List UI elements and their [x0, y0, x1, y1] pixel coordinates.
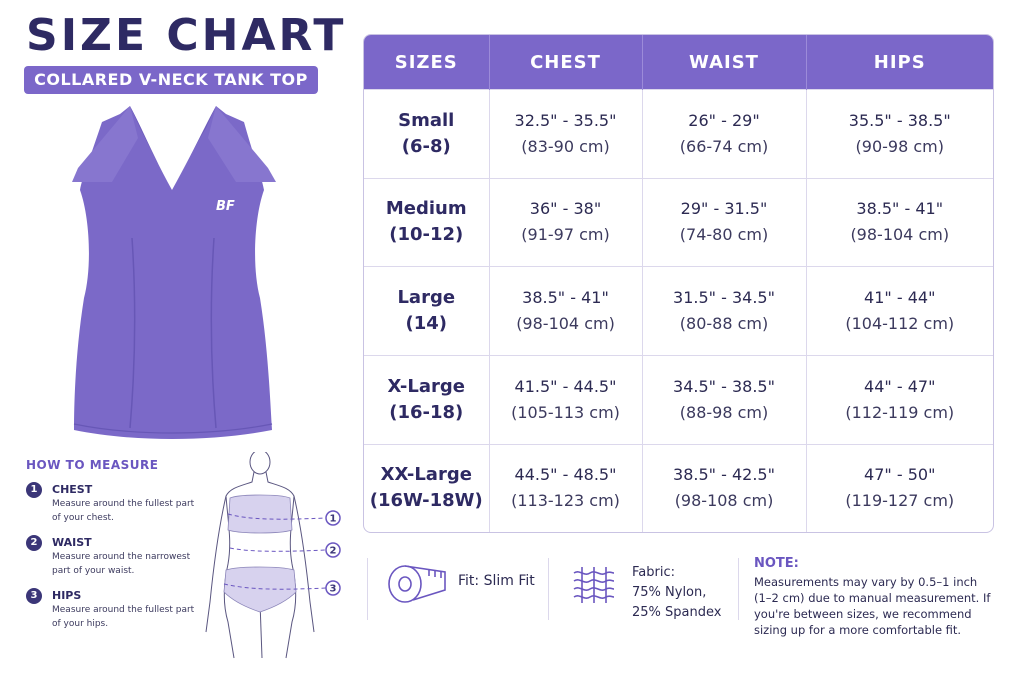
table-header-row: [364, 35, 993, 90]
fabric-label: Fabric:: [632, 565, 675, 580]
header-hips: HIPS: [806, 35, 993, 90]
note-text: Measurements may vary by 0.5–1 inch (1–2 cm) due to manual measurement. If you're between sizes, we recommend sizing up for a more comfortable fit.: [754, 575, 991, 637]
size-cell: Medium (10-12): [364, 178, 489, 267]
waist-cell: 38.5" - 42.5" (98-108 cm): [642, 444, 806, 532]
table-row: [364, 355, 993, 444]
step-number: 2: [26, 535, 42, 551]
figure-marker-3: 3: [329, 583, 337, 595]
divider: [367, 558, 368, 620]
step-name: CHEST: [52, 483, 93, 496]
waist-cell: 29" - 31.5" (74-80 cm): [642, 178, 806, 267]
chest-cell: 38.5" - 41" (98-104 cm): [489, 267, 642, 356]
body-measurement-figure: [200, 452, 350, 660]
table-row: [364, 444, 993, 532]
fabric-nylon: 75% Nylon,: [632, 585, 707, 600]
size-table: [363, 34, 994, 533]
chest-cell: 32.5" - 35.5" (83-90 cm): [489, 90, 642, 179]
step-name: WAIST: [52, 536, 92, 549]
fabric-spandex: 25% Spandex: [632, 605, 722, 620]
step-number: 1: [26, 482, 42, 498]
tank-top-illustration: [72, 98, 276, 442]
size-cell: XX-Large (16W-18W): [364, 444, 489, 532]
waist-cell: 26" - 29" (66-74 cm): [642, 90, 806, 179]
fabric-info: [632, 563, 742, 623]
step-desc: Measure around the narrowest part of your waist.: [52, 552, 191, 576]
step-desc: Measure around the fullest part of your chest.: [52, 499, 195, 523]
hips-cell: 38.5" - 41" (98-104 cm): [806, 178, 993, 267]
measure-step-hips: [26, 588, 226, 631]
step-number: 3: [26, 588, 42, 604]
hips-cell: 44" - 47" (112-119 cm): [806, 355, 993, 444]
header-chest: CHEST: [489, 35, 642, 90]
note-title: NOTE:: [754, 556, 799, 571]
header-sizes: SIZES: [364, 35, 489, 90]
product-subtitle: COLLARED V-NECK TANK TOP: [24, 66, 318, 94]
figure-marker-1: 1: [329, 513, 337, 525]
table-row: [364, 178, 993, 267]
measure-step-chest: [26, 482, 226, 525]
step-name: HIPS: [52, 589, 82, 602]
divider: [548, 558, 549, 620]
figure-marker-2: 2: [329, 545, 337, 557]
header-waist: WAIST: [642, 35, 806, 90]
hips-cell: 35.5" - 38.5" (90-98 cm): [806, 90, 993, 179]
how-to-measure-title: HOW TO MEASURE: [26, 458, 159, 472]
table-row: [364, 267, 993, 356]
hips-cell: 47" - 50" (119-127 cm): [806, 444, 993, 532]
page-title: SIZE CHART: [26, 10, 347, 61]
brand-logo: BF: [216, 199, 235, 214]
how-to-measure: [26, 458, 226, 641]
size-cell: Large (14): [364, 267, 489, 356]
step-desc: Measure around the fullest part of your hips.: [52, 605, 195, 629]
measure-step-waist: [26, 535, 226, 578]
size-cell: Small (6-8): [364, 90, 489, 179]
chest-cell: 44.5" - 48.5" (113-123 cm): [489, 444, 642, 532]
fabric-weave-icon: [570, 565, 618, 605]
chest-cell: 41.5" - 44.5" (105-113 cm): [489, 355, 642, 444]
waist-cell: 34.5" - 38.5" (88-98 cm): [642, 355, 806, 444]
hips-cell: 41" - 44" (104-112 cm): [806, 267, 993, 356]
fit-label: Fit: Slim Fit: [458, 573, 535, 589]
table-row: [364, 90, 993, 179]
divider: [738, 558, 739, 620]
chest-cell: 36" - 38" (91-97 cm): [489, 178, 642, 267]
size-cell: X-Large (16-18): [364, 355, 489, 444]
measuring-tape-icon: [385, 562, 449, 608]
waist-cell: 31.5" - 34.5" (80-88 cm): [642, 267, 806, 356]
